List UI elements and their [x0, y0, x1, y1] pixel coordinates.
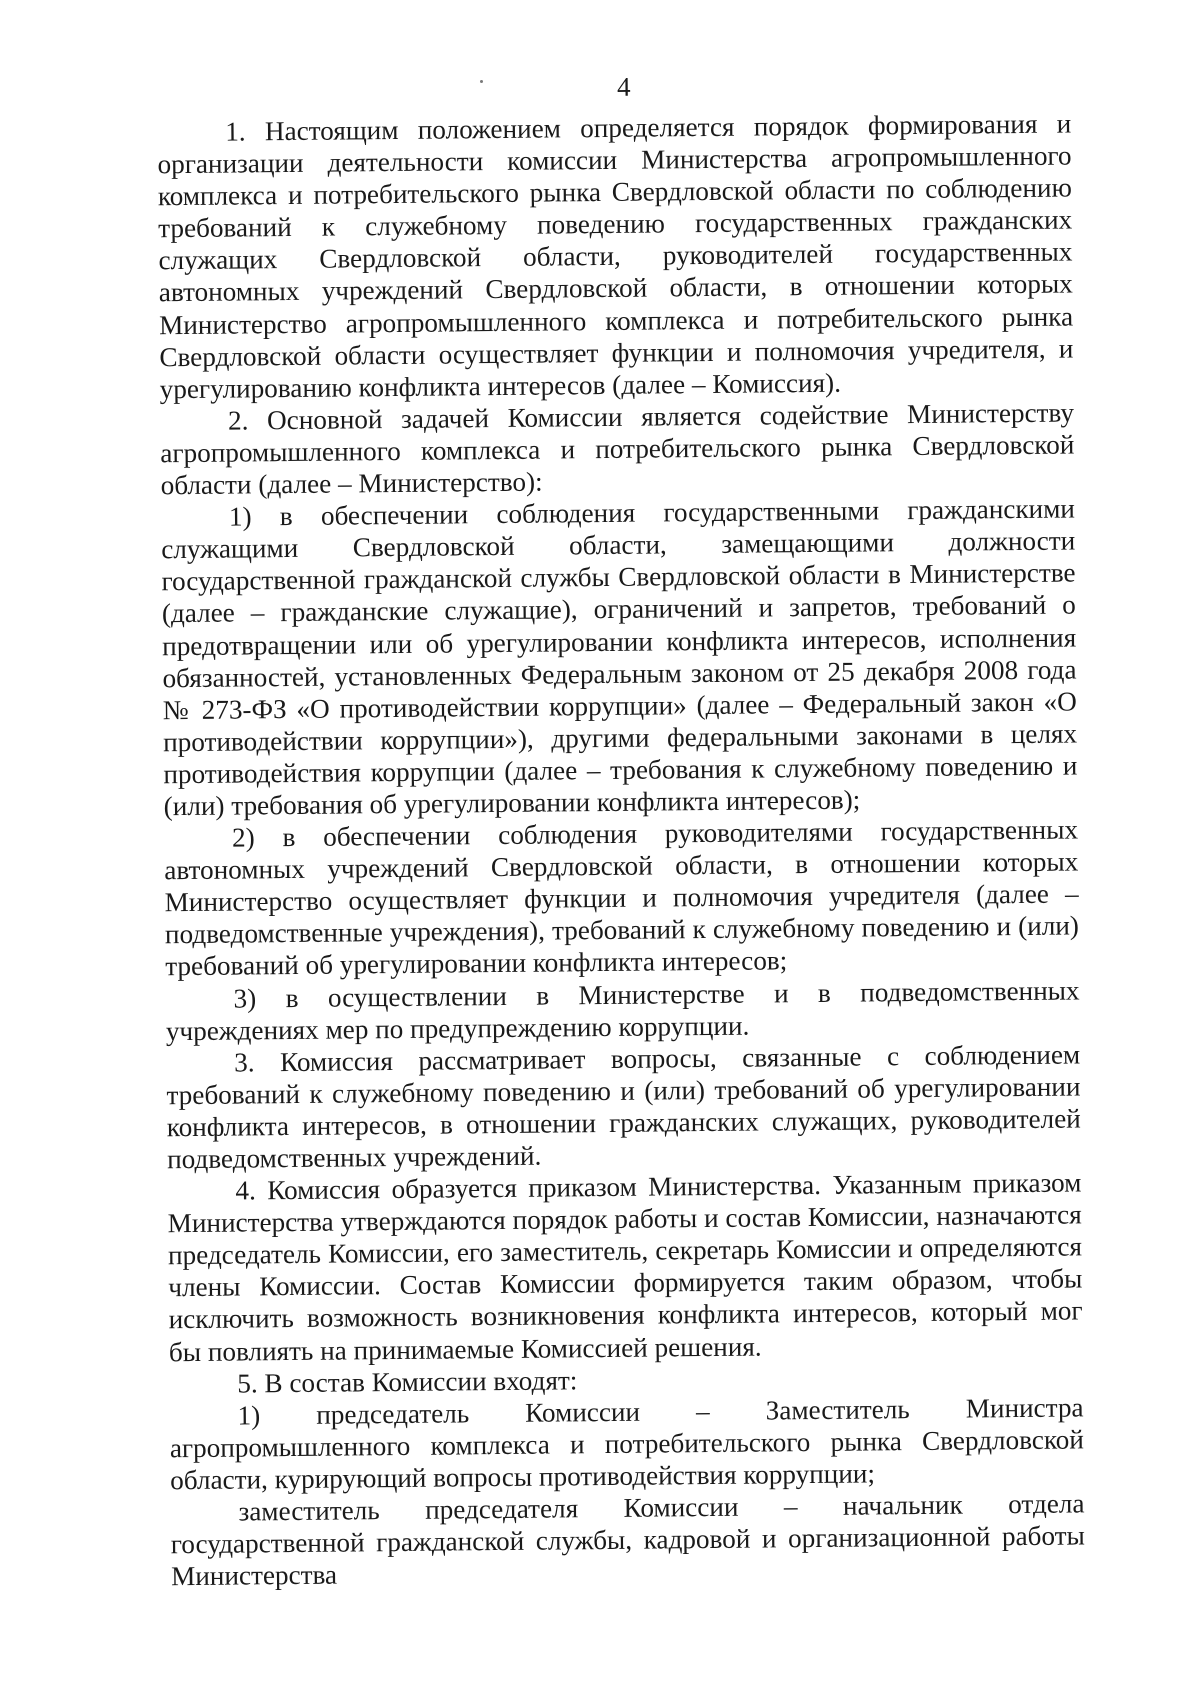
subitem-2-2-institution-heads: 2) в обеспечении соблюдения руководителями государственных автономных учреждений Свердловской области, в отношении которых Министерство осуществляет функции и полномочия учредителя (далее – подведомственные учреждения), требований к служебному поведению и (или) требований об урегулировании конфликта интересов;	[164, 814, 1080, 982]
deputy-chairman-line: заместитель председателя Комиссии – начальник отдела государственной гражданской службы, кадровой и организационной работы Министерства	[170, 1488, 1085, 1592]
page-number: 4	[616, 71, 631, 102]
subitem-2-1-civil-servants: 1) в обеспечении соблюдения государственными гражданскими служащими Свердловской области, замещающими должности государственной гражданской службы Свердловской области в Министерстве (далее – гражданские служащие), ограничений и запретов, требований о предотвращении или об урегулировании конфликта интересов, исполнения обязанностей, установленных Федеральным законом от 25 декабря 2008 года № 273-ФЗ «О противодействии коррупции» (далее – Федеральный закон «О противодействии коррупции»), другими федеральными законами в целях противодействия коррупции (далее – требования к служебному поведению и (или) требования об урегулировании конфликта интересов);	[161, 493, 1078, 822]
paragraph-2-main-task: 2. Основной задачей Комиссии является содействие Министерству агропромышленного комплекса и потребительского рынка Свердловской области (далее – Министерство):	[160, 397, 1075, 501]
document-body	[157, 107, 1085, 1592]
paragraph-5-composition: 5. В состав Комиссии входят:	[237, 1364, 578, 1399]
paragraph-3-scope: 3. Комиссия рассматривает вопросы, связанные с соблюдением требований к служебному поведению и (или) требований об урегулировании конфликта интересов, в отношении гражданских служащих, руководителей подведомственных учреждений.	[166, 1039, 1081, 1175]
paragraph-4-formation: 4. Комиссия образуется приказом Министерства. Указанным приказом Министерства утверждаются порядок работы и состав Комиссии, назначаются председатель Комиссии, его заместитель, секретарь Комиссии и определяются члены Комиссии. Состав Комиссии формируется таким образом, чтобы исключить возможность возникновения конфликта интересов, который мог бы повлиять на принимаемые Комиссией решения.	[167, 1167, 1083, 1367]
subitem-5-1-chairman: 1) председатель Комиссии – Заместитель Министра агропромышленного комплекса и потребительского рынка Свердловской области, курирующий вопросы противодействия коррупции;	[169, 1392, 1084, 1496]
subitem-2-3-corruption-prevention: 3) в осуществлении в Министерстве и в подведомственных учреждениях мер по предупреждению коррупции.	[165, 974, 1080, 1046]
paragraph-1-purpose: 1. Настоящим положением определяется порядок формирования и организации деятельности комиссии Министерства агропромышленного комплекса и потребительского рынка Свердловской области по соблюдению требований к служебному поведению государственных гражданских служащих Свердловской области, руководителей государственных автономных учреждений Свердловской области, в отношении которых Министерство агропромышленного комплекса и потребительского рынка Свердловской области осуществляет функции и полномочия учредителя, и урегулированию конфликта интересов (далее – Комиссия).	[157, 108, 1074, 404]
scan-speck	[480, 80, 483, 83]
